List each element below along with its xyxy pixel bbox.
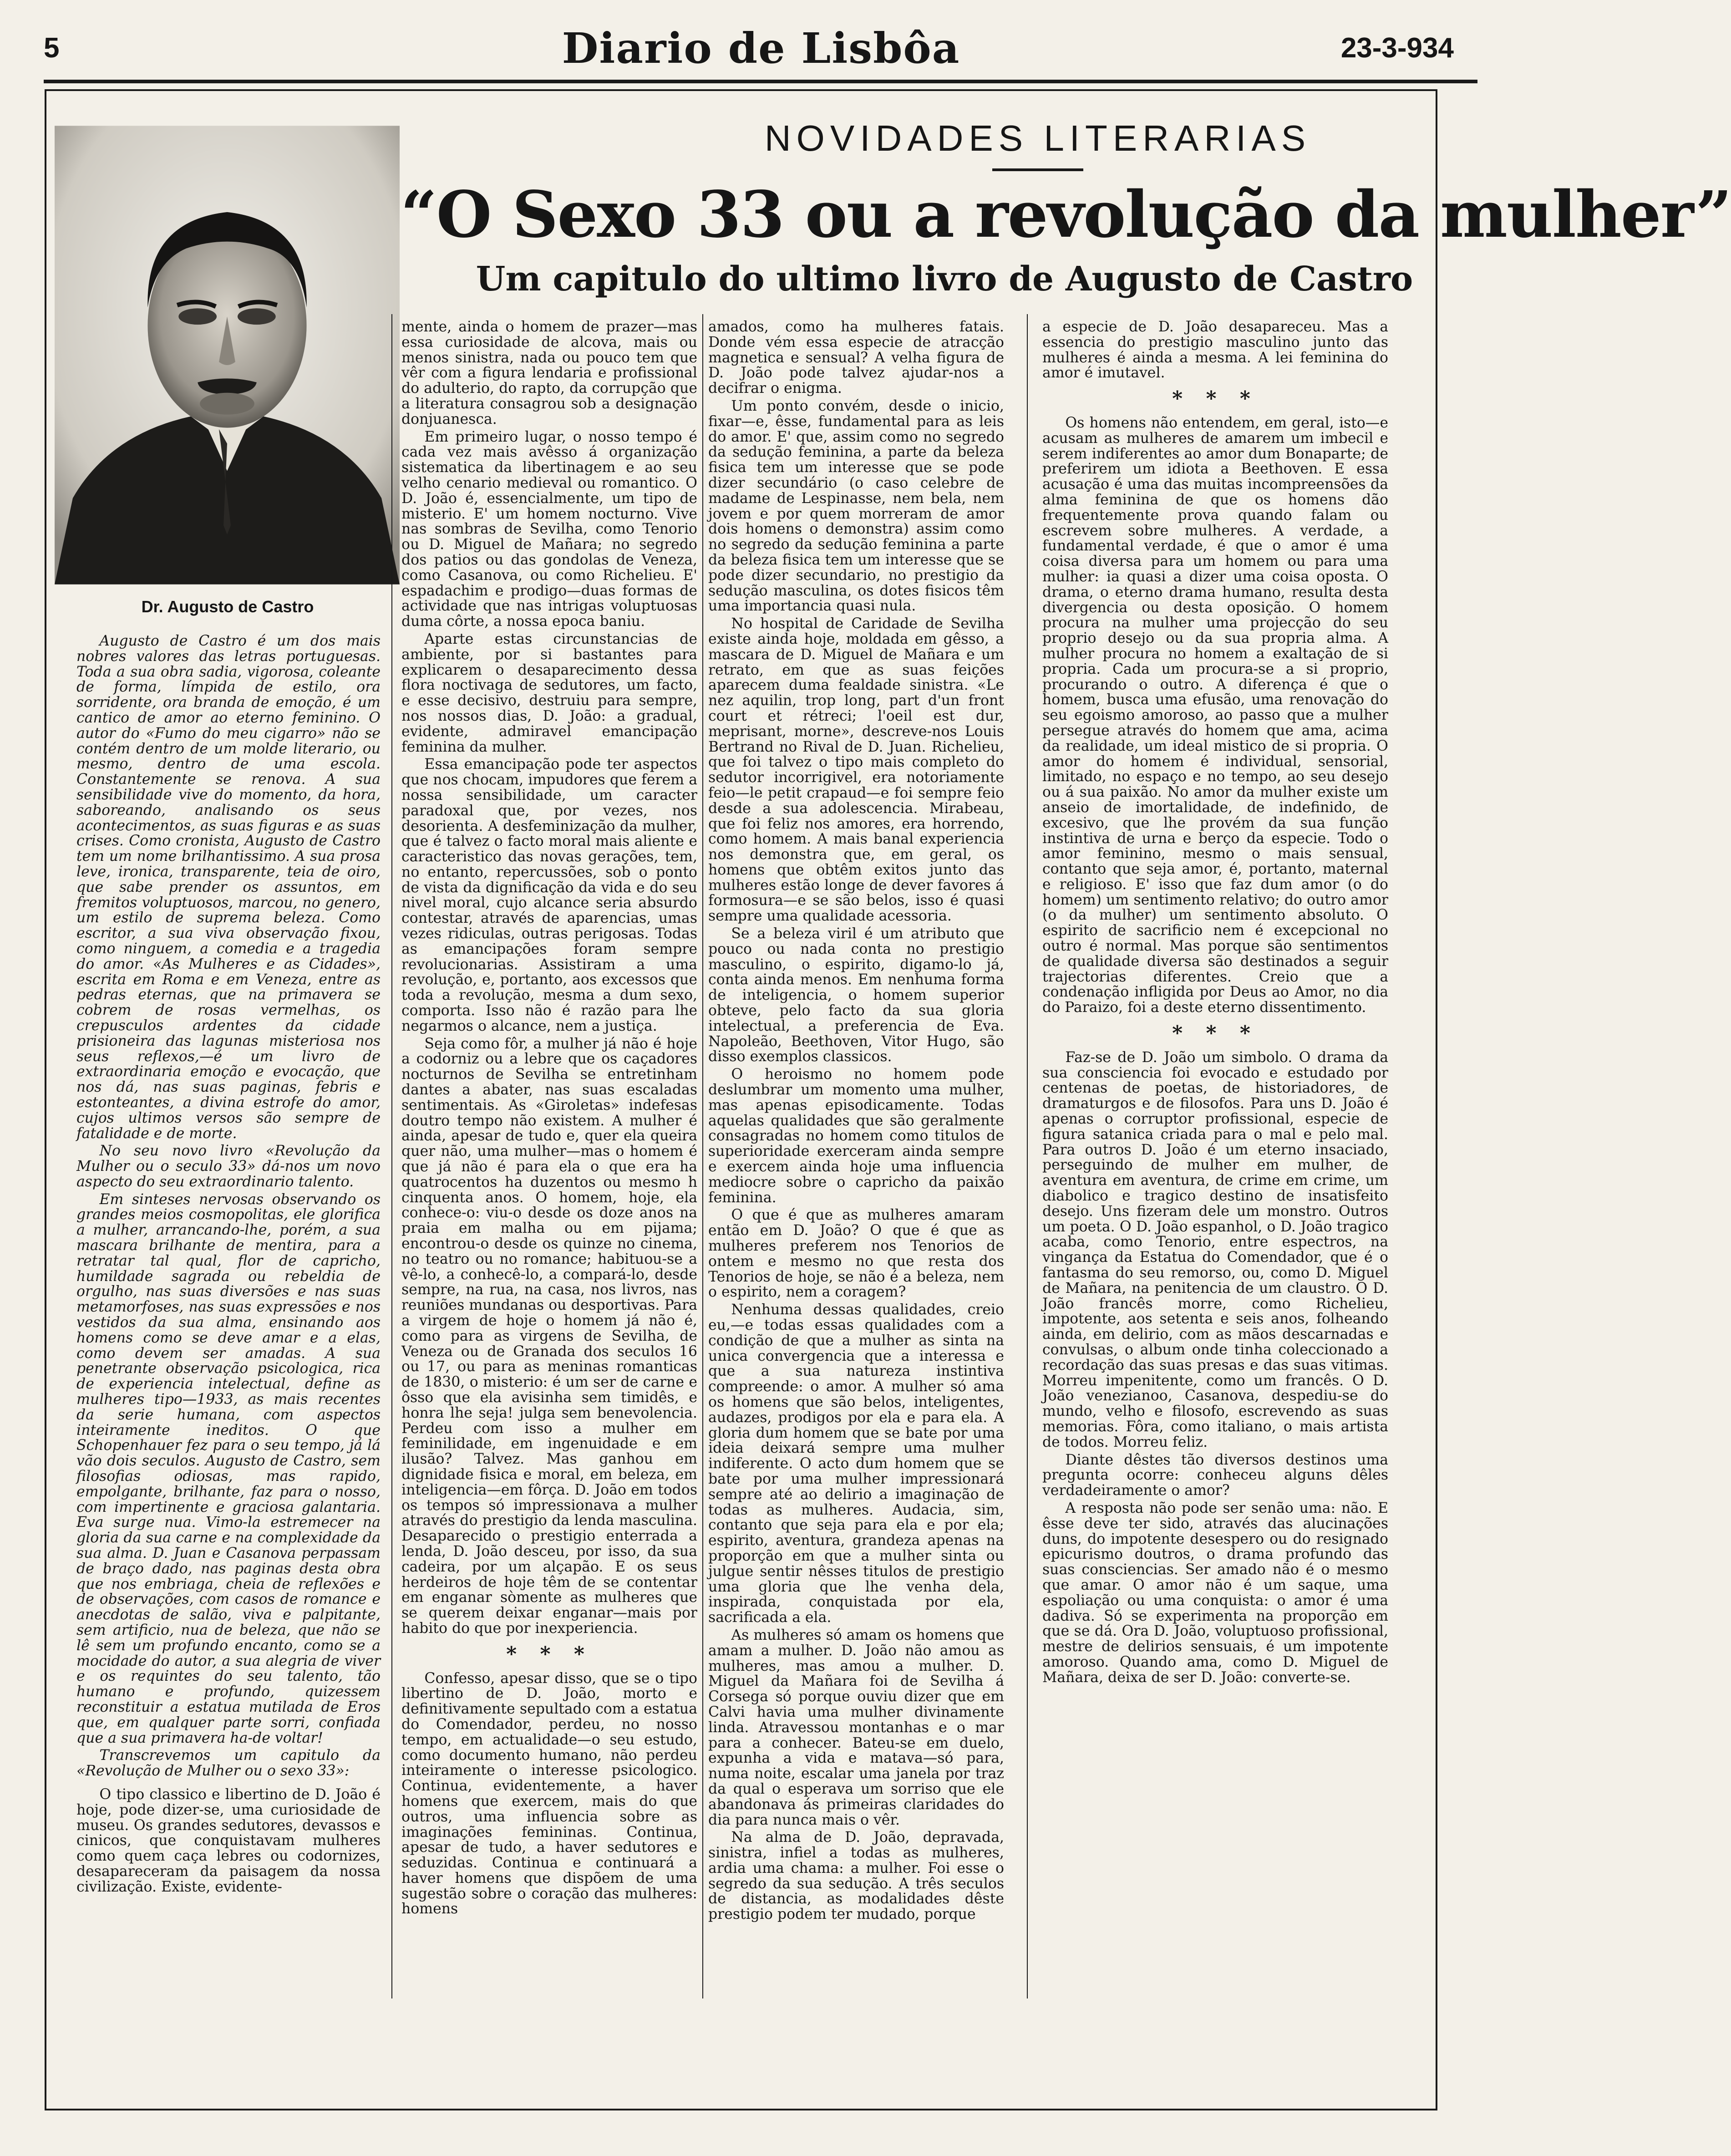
body-paragraph: Faz-se de D. João um simbolo. O drama da sua consciencia foi evocado e estudado por centenas de poetas, de historiadores, de dramaturgos e de filosofos. Para uns D. João é apenas o corruptor profissional, especie de figura satanica criada para o mal e pelo mal. Para outros D. João é um eterno insaciado, perseguindo de mulher em mulher, de aventura em aventura, de crime em crime, um diabolico e tragico destino de insatisfeito desejo. Uns fizeram dele um monstro. Outros um poeta. O D. João espanhol, o D. João tragico acaba, como Tenorio, entre espectros, na vingança da Estatua do Comendador, que é o fantasma do seu remorso, ou, como D. Miguel de Mañara, na penitencia de um claustro. O D. João francês morre, como Richelieu, impotente, aos setenta e seis anos, folheando ainda, em delirio, com as mãos descarnadas e convulsas, o album onde tinha coleccionado a recordação das suas presas e das suas vitimas. Morreu impenitente, como um francês. O D. João venezianoo, Casanova, despediu-se do mundo, velho e filosofo, escrevendo as suas memorias. Fôra, como italiano, o mais artista de todos. Morreu feliz. (1042, 1049, 1388, 1450)
section-separator: * * * (506, 1642, 593, 1666)
body-paragraph: mente, ainda o homem de prazer—mas essa curiosidade de alcova, mais ou menos sinistra, nada ou pouco tem que vêr com a figura lendaria e profissional do adulterio, do rapto, da corrupção que a literatura consagrou sob a designação donjuanesca. (401, 319, 697, 427)
body-paragraph: Essa emancipação pode ter aspectos que nos chocam, impudores que ferem a nossa sensibilidade, um caracter paradoxal que, por vezes, nos desorienta. A desfeminização da mulher, que é talvez o facto moral mais aliente e caracteristico das novas gerações, tem, no entanto, repercussões, sob o ponto de vista da dignificação da vida e do seu nivel moral, cujo alcance seria absurdo contestar, através de aparencias, umas vezes ridiculas, outras perigosas. Todas as emancipações foram sempre revolucionarias. Assistiram a uma revolução, e, portanto, aos excessos que toda a revolução, mesma a dum sexo, comporta. Isso não é razão para lhe negarmos o alcance, nem a justiça. (401, 756, 697, 1034)
section-separator: * * * (1172, 387, 1259, 411)
body-column-4 (1042, 320, 1388, 1995)
body-paragraph: amados, como ha mulheres fatais. Donde vém essa especie de atracção magnetica e sensual? A velha figura de D. João pode talvez ajudar-nos a decifrar o enigma. (708, 319, 1004, 397)
photo-caption: Dr. Augusto de Castro (141, 597, 314, 616)
body-column-3 (708, 320, 1004, 1995)
body-paragraph: O que é que as mulheres amaram então em D. João? O que é que as mulheres preferem nos Tenorios de ontem e mesmo no que resta dos Tenorios de hoje, se não é a beleza, nem o espirito, nem a coragem? (708, 1207, 1004, 1301)
frame-top-rule (45, 89, 1437, 91)
section-separator: * * * (1172, 1022, 1259, 1045)
body-paragraph: O heroismo no homem pode deslumbrar um momento uma mulher, mas apenas episodicamente. Todas aquelas qualidades que são geralmente consagradas no homem como titulos de superioridade exerceram ainda sempre e exercem ainda hoje uma influencia mediocre sobre o capricho da paixão feminina. (708, 1066, 1004, 1206)
column-rule-3 (1027, 314, 1028, 1998)
body-paragraph: As mulheres só amam os homens que amam a mulher. D. João não amou as mulheres, mas amou a mulher. D. Miguel da Mañara foi de Sevilha á Corsega só porque ouviu dizer que em Calvi havia uma mulher divinamente linda. Atravessou montanhas e o mar para a conhecer. Bateu-se em duelo, expunha a vida e matava—só para, numa noite, escalar uma janela por traz da qual o esperava um sorriso que ele abandonava ás primeiras claridades do dia para nunca mais o vêr. (708, 1627, 1004, 1828)
author-portrait (55, 125, 400, 585)
intro-paragraph: Em sinteses nervosas observando os grandes meios cosmopolitas, ele glorifica a mulher, arrancando-lhe, porém, a sua mascara brilhante de mentira, para a retratar tal qual, flor de capricho, humildade sagrada ou rebeldia de orgulho, nas suas diversões e nas suas metamorfoses, nas suas expressões e nos vestidos da sua alma, ensinando aos homens como se deve amar e a elas, como devem ser amadas. A sua penetrante observação psicologica, rica de experiencia intelectual, define as mulheres tipo—1933, as mais recentes da serie humana, com aspectos inteiramente ineditos. O que Schopenhauer fez para o seu tempo, já lá vão dois seculos. Augusto de Castro, sem filosofias odiosas, mas rapido, empolgante, brilhante, faz para o nosso, com impertinente e graciosa galantaria. Eva surge nua. Vimo-la estremecer na gloria da sua carne e na complexidade da sua alma. D. Juan e Casanova perpassam de braço dado, nas paginas desta obra que nos embriaga, cheia de reflexões e de observações, com casos de romance e anecdotas de salão, viva e palpitante, sem artificio, nua de beleza, que não se lê sem um profundo encanto, como se a mocidade do autor, a sua alegria de viver e os requintes do seu talento, tão humano e profundo, quizessem reconstituir a estatua mutilada de Eros que, em qualquer parte sorri, confiada que a sua primavera ha-de voltar! (76, 1191, 381, 1746)
column-rule-2 (702, 314, 703, 1998)
body-paragraph: A resposta não pode ser senão uma: não. E êsse deve ter sido, através das alucinações duns, do impotente desespero ou do resignado epicurismo doutros, o drama profundo das suas consciencias. Ser amado não é o mesmo que amar. O amor não é um saque, uma espoliação ou uma conquista: o amor é uma dadiva. Só se experimenta na proporção em que se dá. Ora D. João, voluptuoso profissional, mestre de delirios sensuais, é um impotente amoroso. Quando ama, como D. Miguel de Mañara, deixa de ser D. João: converte-se. (1042, 1500, 1388, 1686)
body-paragraph: O tipo classico e libertino de D. João é hoje, pode dizer-se, uma curiosidade de museu. Os grandes sedutores, devassos e cinicos, que conquistavam mulheres como quem caça lebres ou codornizes, desapareceram da paisagem da nossa civilização. Existe, evidente- (76, 1786, 381, 1895)
body-paragraph: Os homens não entendem, em geral, isto—e acusam as mulheres de amarem um imbecil e serem indiferentes ao amor dum Bonaparte; de preferirem um idiota a Beethoven. E essa acusação é uma das muitas incompreensões da alma feminina de que os homens dão frequentemente prova quando falam ou escrevem sobre mulheres. A verdade, a fundamental verdade, é que o amor é uma coisa diversa para um homem ou para uma mulher: ia quasi a dizer uma coisa oposta. O drama, o eterno drama humano, resulta desta divergencia ou desta oposição. O homem procura na mulher uma projecção do seu proprio desejo ou da sua propria alma. A mulher procura no homem a exaltação de si propria. Cada um procura-se a si proprio, procurando o outro. A diferença é que o homem, busca uma efusão, uma renovação do seu egoismo amoroso, ao passo que a mulher persegue através do homem que ama, acima da realidade, um ideal mistico de si propria. O amor do homem é individual, sensorial, limitado, no espaço e no tempo, ao seu desejo ou á sua paixão. No amor da mulher existe um anseio de imortalidade, de indefinido, de excesivo, que lhe provém da sua função instintiva de urna e berço da especie. Todo o amor feminino, mesmo o mais sensual, contanto que seja amor, é, portanto, maternal e religioso. E' isso que faz dum amor (o do homem) um sentimento relativo; do outro amor (o da mulher) um sentimento absoluto. O espirito de sacrificio nem é excepcional no outro é normal. Mas porque são sentimentos de qualidade diversa são destinados a seguir trajectorias diferentes. Creio que a condenação infligida por Deus ao Amor, no dia do Paraizo, foi a deste eterno dissentimento. (1042, 414, 1388, 1016)
body-paragraph: Em primeiro lugar, o nosso tempo é cada vez mais avêsso á organização sistematica da libertinagem e ao seu velho cenario medieval ou romantico. O D. João é, essencialmente, um tipo de misterio. E' um homem nocturno. Vive nas sombras de Sevilha, como Tenorio ou D. Miguel de Mañara; no segredo dos patios ou das gondolas de Veneza, como Casanova, ou como Richelieu. E' espadachim e prodigo—duas formas de actividade que nas intrigas voluptuosas duma côrte, a nossa epoca baniu. (401, 428, 697, 630)
body-paragraph: Um ponto convém, desde o inicio, fixar—e, êsse, fundamental para as leis do amor. E' que, assim como no segredo da sedução feminina, a parte da beleza fisica tem um interesse que se pode dizer secundário (o caso celebre de madame de Lespinasse, nem bela, nem jovem e por quem morreram de amor dois homens o demonstra) assim como no segredo da sedução feminina a parte da beleza fisica tem um interesse que se pode dizer secundario, no prestigio da sedução masculina, os dotes fisicos têm uma importancia quasi nula. (708, 397, 1004, 615)
column-rule-1 (391, 314, 392, 1998)
body-paragraph: Seja como fôr, a mulher já não é hoje a codorniz ou a lebre que os caçadores nocturnos de Sevilha se entretinham dantes a abater, nas suas escaladas sentimentais. As «Giroletas» indefesas doutro tempo não existem. A mulher é ainda, apesar de tudo e, quer ela queira quer não, uma mulher—mas o homem é que já não é para ela o que era ha quatrocentos ha duzentos ou mesmo h cinquenta anos. O homem, hoje, ela conhece-o: viu-o desde os doze anos na praia em malha ou em pijama; encontrou-o desde os quinze no cinema, no teatro ou no romance; habituou-se a vê-lo, a conhecê-lo, a compará-lo, desde sempre, na rua, na casa, nos livros, nas reuniões mundanas ou desportivas. Para a virgem de hoje o homem já não é, como para as virgens de Sevilha, de Veneza ou de Granada dos seculos 16 ou 17, ou para as meninas romanticas de 1830, o misterio: é um ser de carne e ôsso que ela avisinha sem timidês, e honra lhe seja! julga sem benevolencia. Perdeu com isso a mulher em feminilidade, em ingenuidade e em ilusão? Talvez. Mas ganhou em dignidade fisica e moral, em beleza, em inteligencia—em fôrça. D. João em todos os tempos só impressionava a mulher através do prestigio da lenda masculina. Desaparecido o prestigio enterrada a lenda, D. João desceu, por isso, da sua cadeira, por um alçapão. E os seus herdeiros de hoje têm de se contentar em enganar sòmente as mulheres que se querem deixar enganar—mais por habito do que por inexperiencia. (401, 1035, 697, 1637)
frame-bottom-rule (45, 2109, 1437, 2110)
frame-left-rule (45, 89, 46, 2110)
intro-paragraph: Transcrevemos um capitulo da «Revolução de Mulher ou o sexo 33»: (76, 1747, 381, 1780)
body-paragraph: a especie de D. João desapareceu. Mas a essencia do prestigio masculino junto das mulheres é ainda a mesma. A lei feminina do amor é imutavel. (1042, 319, 1388, 381)
body-paragraph: Se a beleza viril é um atributo que pouco ou nada conta no prestigio masculino, o espirito, digamo-lo já, conta ainda menos. Em nenhuma forma de inteligencia, o homem superior obteve, pelo facto da sua gloria intelectual, a preferencia de Eva. Napoleão, Beethoven, Vitor Hugo, são disso exemplos classicos. (708, 925, 1004, 1065)
article-headline: “O Sexo 33 ou a revolução da mulher” (401, 178, 1731, 252)
frame-right-rule (1436, 89, 1437, 2110)
body-paragraph: Diante dêstes tão diversos destinos uma pregunta ocorre: conheceu alguns dêles verdadeiramente o amor? (1042, 1451, 1388, 1499)
body-paragraph: Nenhuma dessas qualidades, creio eu,—e todas essas qualidades com a condição de que a mulher as sinta na unica convergencia que a interessa e que a sua natureza instintiva compreende: o amor. A mulher só ama os homens que são belos, inteligentes, audazes, prodigos por ela e para ela. A gloria dum homem que se bate por uma ideia deixará sempre uma mulher indiferente. O acto dum homem que se bate por uma mulher impressionará sempre até ao delirio a imaginação de todas as mulheres. Audacia, sim, contanto que seja para ela e por ela; espirito, aventura, grandeza apenas na proporção em que a mulher sinta ou julgue sentir nêsses titulos de prestigio uma gloria que lhe venha dela, inspirada, conquistada por ela, sacrificada a ela. (708, 1302, 1004, 1626)
newspaper-title: Diario de Lisbôa (562, 24, 960, 73)
body-column-2 (401, 320, 697, 1995)
intro-paragraph: No seu novo livro «Revolução da Mulher ou o seculo 33» dá-nos um novo aspecto do seu extraordinario talento. (76, 1143, 381, 1190)
kicker-ornament (992, 168, 1083, 171)
body-paragraph: Aparte estas circunstancias de ambiente, por si bastantes para explicarem o desaparecimento dessa flora noctivaga de sedutores, um facto, e esse decisivo, destruiu para sempre, nos nossos dias, D. João: a gradual, evidente, admiravel emancipação feminina da mulher. (401, 631, 697, 755)
intro-paragraph: Augusto de Castro é um dos mais nobres valores das letras portuguesas. Toda a sua obra sadia, vigorosa, coleante de forma, límpida de estilo, ora sorridente, ora branda de emoção, é um cantico de amor ao eterno feminino. O autor do «Fumo do meu cigarro» não se contém dentro de um molde literario, ou mesmo, dentro de uma escola. Constantemente se renova. A sua sensibilidade vive do momento, da hora, saboreando, analisando os seus acontecimentos, as suas figuras e as suas crises. Como cronista, Augusto de Castro tem um nome brilhantissimo. A sua prosa leve, ironica, transparente, teia de oiro, que sabe prender os assuntos, em fremitos voluptuosos, marcou, no genero, um estilo de suprema beleza. Como escritor, a sua viva observação fixou, como ninguem, a comedia e a tragedia do amor. «As Mulheres e as Cidades», escrita em Roma e em Veneza, entre as pedras eternas, que na primavera se cobrem de rosas vermelhas, os crepusculos ardentes da cidade prisioneira das lagunas misteriosa nos seus reflexos,—é um livro de extraordinaria emoção e evocação, que nos dá, nas suas paginas, febris e estonteantes, a divina estrofe do amor, cujos ultimos versos são sempre de fatalidade e de morte. (76, 633, 381, 1142)
article-subheadline: Um capitulo do ultimo livro de Augusto de Castro (476, 259, 1413, 299)
issue-date: 23-3-934 (1340, 32, 1454, 64)
body-paragraph: Confesso, apesar disso, que se o tipo libertino de D. João, morto e definitivamente sepultado com a estatua do Comendador, perdeu, no nosso tempo, em actualidade—o seu estudo, como documento humano, não perdeu inteiramente o interesse psicologico. Continua, evidentemente, a haver homens que exercem, mais do que outros, uma influencia sobre as imaginações femininas. Continua, apesar de tudo, a haver sedutores e seduzidas. Continua e continuará a haver homens que dispõem de uma sugestão sobre o coração das mulheres: homens (401, 1670, 697, 1917)
page-number: 5 (44, 32, 60, 64)
masthead-rule (44, 80, 1477, 83)
body-paragraph: Na alma de D. João, depravada, sinistra, infiel a todas as mulheres, ardia uma chama: a mulher. Foi esse o segredo da sua sedução. A três seculos de distancia, as modalidades dêste prestigio podem ter mudado, porque (708, 1829, 1004, 1923)
intro-column (76, 634, 381, 1999)
section-kicker: NOVIDADES LITERARIAS (764, 118, 1311, 158)
body-paragraph: No hospital de Caridade de Sevilha existe ainda hoje, moldada em gêsso, a mascara de D. Miguel de Mañara e um retrato, em que as suas feições aparecem duma fealdade sinistra. «Le nez aquilin, trop long, part d'un front court et rétreci; l'oeil est dur, meprisant, morne», descreve-nos Louis Bertrand no Rival de D. Juan. Richelieu, que foi talvez o tipo mais completo do sedutor incorrigivel, era notoriamente feio—le petit crapaud—e foi sempre feio desde a sua adolescencia. Mirabeau, que foi feliz nos amores, era horrendo, como homem. A mais banal experiencia nos demonstra que, em geral, os homens que obtêm exitos junto das mulheres estão longe de dever favores á formosura—e se são belos, isso é quasi sempre uma qualidade acessoria. (708, 615, 1004, 925)
